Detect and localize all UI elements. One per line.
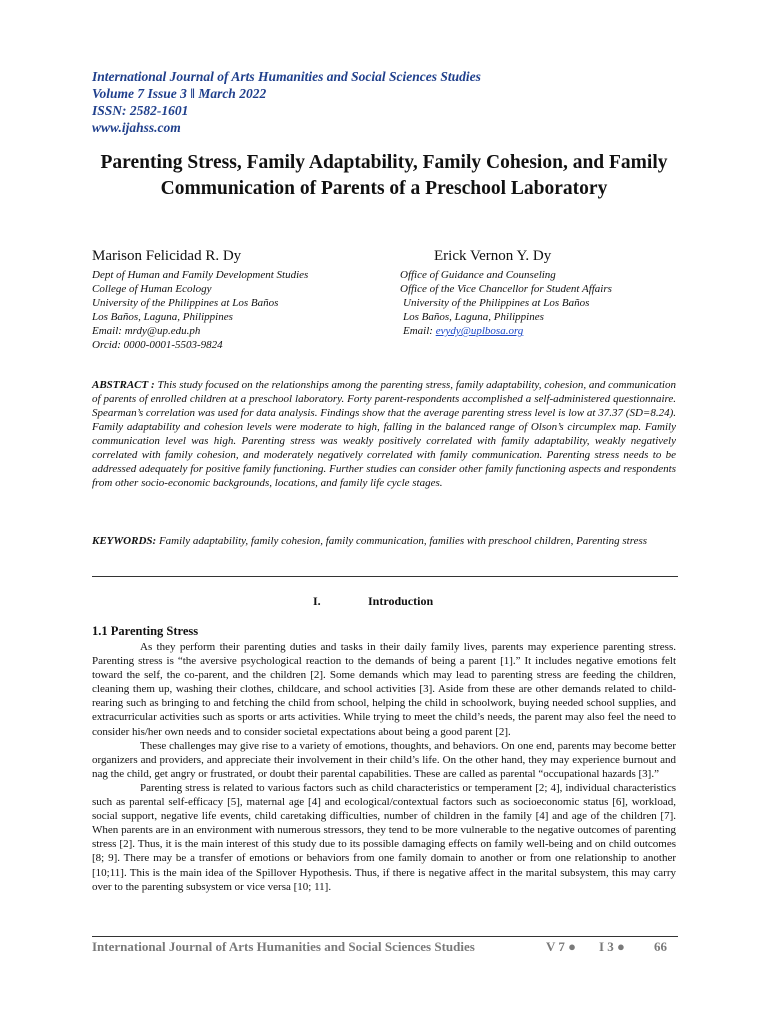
author-2-affiliation: University of the Philippines at Los Baños	[403, 297, 590, 309]
body-text	[92, 640, 676, 894]
author-2-affiliation: Office of Guidance and Counseling	[400, 269, 556, 281]
journal-header	[92, 68, 481, 136]
author-1-block	[92, 246, 308, 352]
keywords	[92, 534, 676, 548]
author-1-name: Marison Felicidad R. Dy	[92, 248, 242, 264]
paragraph: Parenting stress is related to various factors such as child characteristics or temperament [2; 4], individual characteristics such as parental self-efficacy [5], maternal age [4] and ecological/contextual factors such as socioeconomic status [6], workload, social support, negative life events, child caretaking difficulties, number of children in the family [4] and age of the children [7]. When parents are in an environment with numerous stressors, they tend to be more vulnerable to the negative outcomes of parenting stress [2]. Thus, it is the main interest of this study due to its possible damaging effects on family well-being and on child outcomes [8; 9]. There may be a transfer of emotions or behaviors from one family domain to another or from one relationship to another [10;11]. This is the main idea of the Spillover Hypothesis. Thus, if there is negative affect in the marital subsystem, this may carry over to the parenting subsystem or vice versa [10; 11].	[92, 781, 676, 893]
paper-title: Parenting Stress, Family Adaptability, Family Cohesion, and Family Communication of Parents of a Preschool Laboratory	[100, 152, 668, 199]
author-2-email-link[interactable]: evydy@uplbosa.org	[435, 325, 524, 337]
abstract-label: ABSTRACT :	[92, 379, 155, 391]
divider-top	[92, 576, 678, 577]
journal-volume-issue: Volume 7 Issue 3 ǁ March 2022	[92, 86, 267, 101]
author-1-affiliation: Los Baños, Laguna, Philippines	[92, 311, 233, 323]
subsection-heading: 1.1 Parenting Stress	[92, 624, 199, 638]
author-2-email-label: Email:	[403, 325, 436, 337]
section-title: Introduction	[368, 594, 434, 608]
paragraph: These challenges may give rise to a variety of emotions, thoughts, and behaviors. On one end, parents may become better organizers and providers, and appreciate their involvement in their child’s life. On the other hand, they may experience burnout and nag the child, get angry or frustrated, or doubt their parental capabilities. These are called as parental “occupational hazards [3].”	[92, 739, 676, 780]
author-2-affiliation: Los Baños, Laguna, Philippines	[403, 311, 544, 323]
author-1-orcid: Orcid: 0000-0001-5503-9824	[92, 339, 223, 351]
author-2-affiliation: Office of the Vice Chancellor for Student Affairs	[400, 283, 612, 295]
journal-website[interactable]: www.ijahss.com	[92, 120, 181, 135]
abstract	[92, 378, 676, 490]
divider-footer	[92, 936, 678, 937]
journal-issn: ISSN: 2582-1601	[92, 103, 189, 118]
author-1-affiliation: Dept of Human and Family Development Studies	[92, 269, 309, 281]
author-2-name: Erick Vernon Y. Dy	[434, 248, 552, 264]
journal-name: International Journal of Arts Humanities and Social Sciences Studies	[92, 69, 481, 84]
footer-journal: International Journal of Arts Humanities and Social Sciences Studies	[92, 939, 475, 954]
footer-page-number: 66	[654, 939, 667, 954]
paragraph: As they perform their parenting duties and tasks in their daily family lives, parents may experience parenting stress. Parenting stress is “the aversive psychological reaction to the demands of being a parent [1].” It includes negative emotions felt toward the self, the co-parent, and the children [2]. Some demands which may lead to parenting stress are feeding the children, cleaning them up, washing their clothes, childcare, and school activities [3]. Aside from these are other demands related to child-rearing such as bringing to and fetching the child from school, helping the child in schoolwork, buying needed school supplies, and extracurricular activities such as sports or arts activities. While trying to meet the child’s needs, the parent may also feel the need to consider his/her own needs and to consider societal expectations about being a good parent [2].	[92, 641, 676, 738]
section-number: I.	[313, 594, 321, 608]
footer-volume: V 7 ●	[546, 939, 577, 954]
keywords-text: Family adaptability, family cohesion, family communication, families with preschool children, Parenting stress	[156, 535, 648, 547]
author-1-affiliation: University of the Philippines at Los Baños	[92, 297, 279, 309]
keywords-label: KEYWORDS:	[92, 535, 157, 547]
author-2-block	[400, 246, 612, 338]
author-1-affiliation: College of Human Ecology	[92, 283, 212, 295]
author-2-email-line	[403, 324, 612, 338]
abstract-text: This study focused on the relationships among the parenting stress, family adaptability, cohesion, and communication of parents of enrolled children at a preschool laboratory. Forty parent-respondents accomplished a self-administered questionnaire. Spearman’s correlation was used for data analysis. Findings show that the average parenting stress level is low at 37.37 (SD=8.24). Family adaptability and cohesion levels were moderate to high, falling in the balanced range of Olson’s circumplex map. Family communication level was high. Parenting stress was weakly positively correlated with family adaptability, weakly negatively correlated with family cohesion, and moderately negatively correlated with family communication. Parenting stress needs to be addressed adequately for positive family functioning. Further studies can consider other family functioning aspects and respondents from other socio-economic backgrounds, locations, and family life cycle stages.	[92, 379, 676, 489]
author-1-email: Email: mrdy@up.edu.ph	[92, 325, 201, 337]
footer-issue: I 3 ●	[599, 939, 625, 954]
